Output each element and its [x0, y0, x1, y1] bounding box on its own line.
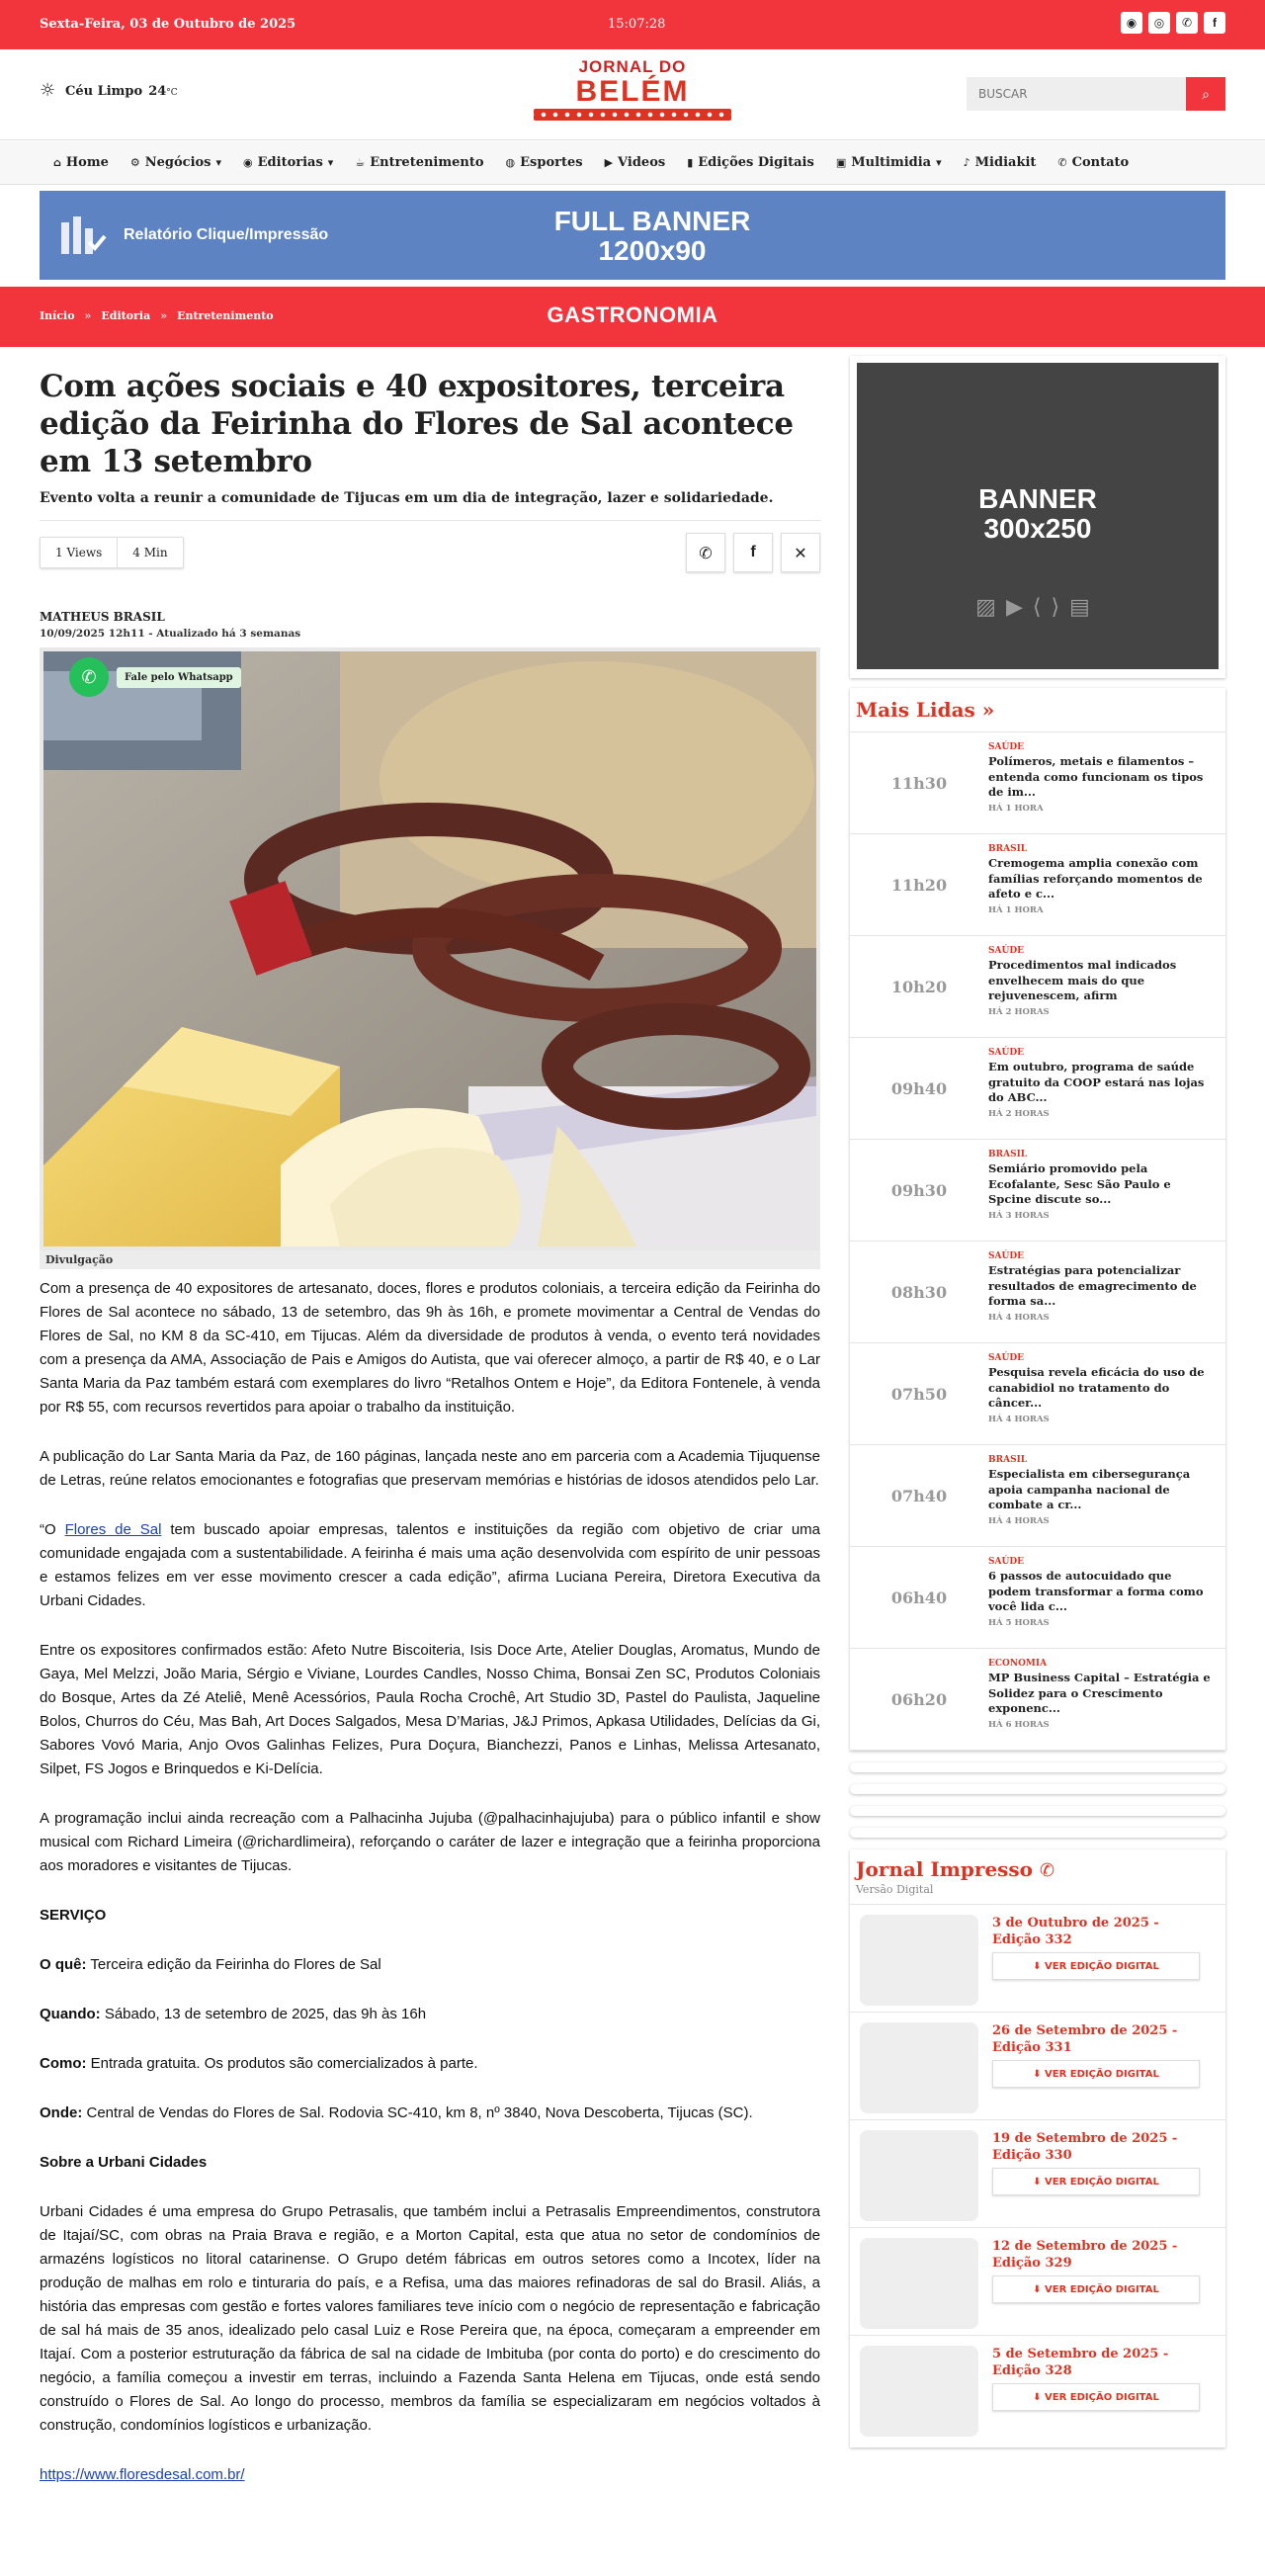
weather-widget [40, 81, 178, 101]
servico-when: Quando: Sábado, 13 de setembro de 2025, das 9h às 16h [40, 2006, 427, 2022]
whatsapp-icon[interactable]: ✆ [1176, 12, 1198, 34]
print-edition-subtitle: Versão Digital [850, 1881, 1225, 1905]
list-item[interactable]: 06h40 SAÚDE 6 passos de autocuidado que podem transformar a forma como você lida c... HÁ 5 HORAS [850, 1547, 1225, 1649]
nav-item-multimidia[interactable]: ▣ Multimidia ▾ [835, 155, 942, 170]
site-logo[interactable]: JORNAL DO BELÉM [534, 57, 731, 132]
search-form [967, 77, 1225, 111]
breadcrumb-entretenimento[interactable]: Entretenimento [177, 309, 274, 322]
edition-thumbnail[interactable] [860, 2022, 978, 2113]
banner-300x250-ad[interactable] [850, 356, 1225, 678]
rss-icon[interactable]: ◉ [1121, 12, 1142, 34]
nav-item-home[interactable]: ⌂ Home [53, 155, 109, 170]
view-edition-button[interactable]: ⬇ VER EDIÇÃO DIGITAL [992, 2060, 1200, 2088]
list-item[interactable]: 11h20 BRASIL Cremogema amplia conexão com famílias reforçando momentos de afeto e c... HÁ 1 HORA [850, 834, 1225, 936]
sidebar [850, 356, 1225, 2447]
most-read-title[interactable]: Mais Lidas » [850, 688, 1225, 732]
site-header [0, 49, 1265, 140]
empty-widget [850, 1762, 1225, 1772]
servico-where: Onde: Central de Vendas do Flores de Sal. Rodovia SC-410, km 8, nº 3840, Nova Descoberta, Tijucas (SC). [40, 2104, 753, 2121]
whatsapp-label: Fale pelo Whatsapp [117, 667, 241, 688]
nav-item-esportes[interactable]: ◍ Esportes [505, 155, 583, 170]
section-header [0, 287, 1265, 347]
list-item[interactable]: 10h20 SAÚDE Procedimentos mal indicados envelhecem mais do que rejuvenescem, afirm HÁ 2 HORAS [850, 936, 1225, 1038]
logo-film-strip [534, 109, 731, 121]
edition-thumbnail[interactable] [860, 1915, 978, 2006]
breadcrumb-inicio[interactable]: Início [40, 309, 75, 322]
report-chart-icon [59, 213, 107, 256]
paragraph: Entre os expositores confirmados estão: Afeto Nutre Biscoiteria, Isis Doce Arte, Atelier Douglas, Aromatus, Mundo de Gaya, Mel Melzzi, João Maria, Sérgio e Viviane, Lourdes Candles, Nosso Chima, Bonsai Zen SC, Produtos Coloniais do Bosque, Artes da Zé Ateliê, Menê Acessórios, Paula Rocha Crochê, Art Studio 3D, Pastel do Paulista, Jaqueline Bolos, Churros do Céu, Mas Bah, Art Doces Salgados, Mesa D’Marias, J&J Primos, Apkasa Utilidades, Delícias da Gi, Sabores Vovó Maria, Anjo Ovos Galinhas Felizes, Pura Doçura, Bianchezzi, Panos e Linhas, Melissa Artesanato, Silpet, FS Jogos e Brinquedos e Ki-Delícia. [40, 1642, 820, 1777]
facebook-icon[interactable]: f [1204, 12, 1225, 34]
share-whatsapp-icon[interactable]: ✆ [686, 533, 725, 572]
ad-size-text: BANNER 300x250 [978, 483, 1097, 544]
banner-size-text: FULL BANNER 1200x90 [553, 206, 751, 266]
nav-item-entretenimento[interactable]: ☕ Entretenimento [355, 155, 484, 170]
article-photo[interactable] [40, 647, 820, 1250]
nav-item-contato[interactable]: ✆ Contato [1057, 155, 1130, 170]
edition-item: 5 de Setembro de 2025 - Edição 328 ⬇ VER EDIÇÃO DIGITAL [850, 2336, 1225, 2444]
nav-item-midiakit[interactable]: ♪ Midiakit [963, 155, 1037, 170]
caret-down-icon: ▾ [936, 156, 942, 169]
servico-how: Como: Entrada gratuita. Os produtos são comercializados à parte. [40, 2055, 478, 2072]
instagram-icon[interactable]: ◎ [1148, 12, 1170, 34]
edition-item: 19 de Setembro de 2025 - Edição 330 ⬇ VER EDIÇÃO DIGITAL [850, 2120, 1225, 2228]
top-bar [0, 0, 1265, 49]
most-read-widget [850, 688, 1225, 1751]
download-icon: ⬇ [1033, 2068, 1046, 2080]
edition-thumbnail[interactable] [860, 2238, 978, 2329]
nav-item-negocios[interactable]: ⚙ Negócios ▾ [129, 155, 222, 170]
caret-down-icon: ▾ [327, 156, 334, 169]
view-edition-button[interactable]: ⬇ VER EDIÇÃO DIGITAL [992, 2168, 1200, 2195]
servico-what: O quê: Terceira edição da Feirinha do Flores de Sal [40, 1956, 381, 1973]
share-facebook-icon[interactable]: f [733, 533, 773, 572]
nav-item-editorias[interactable]: ◉ Editorias ▾ [243, 155, 334, 170]
read-time: 4 Min [117, 538, 182, 567]
article-body [40, 1277, 820, 2487]
list-item[interactable]: 07h40 BRASIL Especialista em cibersegurança apoia campanha nacional de combate a cr... HÁ 4 HORAS [850, 1445, 1225, 1547]
view-edition-button[interactable]: ⬇ VER EDIÇÃO DIGITAL [992, 2383, 1200, 2411]
banner-label: Relatório Clique/Impressão [124, 226, 329, 243]
full-banner-ad[interactable] [40, 191, 1225, 280]
list-item[interactable]: 07h50 SAÚDE Pesquisa revela eficácia do uso de canabidiol no tratamento do câncer... HÁ 4 HORAS [850, 1343, 1225, 1445]
download-icon: ⬇ [1033, 2176, 1046, 2188]
list-item[interactable]: 09h30 BRASIL Semiário promovido pela Ecofalante, Sesc São Paulo e Spcine discute so... HÁ 3 HORAS [850, 1140, 1225, 1242]
main-nav [0, 141, 1265, 185]
social-links [1121, 12, 1225, 34]
rss-icon: ◉ [243, 156, 253, 169]
search-icon: ⌕ [1202, 85, 1210, 102]
file-icon: ▮ [687, 156, 694, 169]
paragraph: Com a presença de 40 expositores de artesanato, doces, flores e produtos coloniais, a terceira edição da Feirinha do Flores de Sal acontece no sábado, 13 de setembro, das 9h às 16h, e promete movimentar a Central de Vendas do Flores de Sal, no KM 8 da SC-410, em Tijucas. Além da diversidade de produtos à venda, o evento terá novidades com a presença da AMA, Associação de Pais e Amigos do Autista, que vai oferecer almoço, a partir de R$ 40, e o Lar Santa Maria da Paz também estará com exemplares do livro “Retalhos Ontem e Hoje”, da Editora Fontenele, à venda por R$ 55, com recursos revertidos para apoiar o trabalho da instituição. [40, 1280, 820, 1416]
site-link[interactable]: https://www.floresdesal.com.br/ [40, 2466, 245, 2483]
food-photo-illustration [43, 651, 816, 1246]
current-time: 15:07:28 [608, 17, 666, 32]
list-item[interactable]: 06h20 ECONOMIA MP Business Capital – Estratégia e Solidez para o Crescimento exponenc... HÁ 6 HORAS [850, 1649, 1225, 1751]
views-count: 1 Views [55, 546, 103, 559]
article-headline: Com ações sociais e 40 expositores, terceira edição da Feirinha do Flores de Sal acontece em 13 setembro [40, 369, 794, 479]
chevron-right-icon: » [84, 309, 92, 322]
share-buttons [686, 533, 820, 572]
current-date: Sexta-Feira, 03 de Outubro de 2025 [40, 17, 296, 32]
play-icon: ▶ [604, 156, 614, 169]
paragraph: “O Flores de Sal tem buscado apoiar empresas, talentos e instituições da região com objetivo de criar uma comunidade engajada com a sustentabilidade. A feirinha é mais uma ação desenvolvida com espírito de unir pessoas e estamos felizes em ver esse movimento crescer a cada edição”, afirma Luciana Pereira, Diretora Executiva da Urbani Cidades. [40, 1521, 820, 1609]
empty-widget [850, 1806, 1225, 1816]
edition-item: 26 de Setembro de 2025 - Edição 331 ⬇ VER EDIÇÃO DIGITAL [850, 2013, 1225, 2120]
download-icon: ⬇ [1033, 1960, 1046, 1972]
search-input[interactable] [967, 77, 1186, 111]
article-subtitle: Evento volta a reunir a comunidade de Tijucas em um dia de integração, lazer e solidariedade. [40, 490, 820, 521]
list-item[interactable]: 09h40 SAÚDE Em outubro, programa de saúde gratuito da COOP estará nas lojas do ABC... HÁ 2 HORAS [850, 1038, 1225, 1140]
article [40, 368, 820, 2513]
section-title: GASTRONOMIA [547, 302, 718, 327]
gear-icon: ⚙ [129, 156, 140, 169]
weather-temp: 24°C [148, 83, 178, 99]
nav-item-videos[interactable]: ▶ Videos [604, 155, 666, 170]
download-icon: ⬇ [1033, 2283, 1046, 2295]
article-stats [40, 537, 184, 568]
sun-icon: ☼ [40, 80, 56, 101]
empty-widget [850, 1828, 1225, 1838]
edition-item: 3 de Outubro de 2025 - Edição 332 ⬇ VER EDIÇÃO DIGITAL [850, 1905, 1225, 2013]
search-button[interactable] [1186, 77, 1225, 111]
article-meta-row [40, 533, 820, 572]
servico-heading: SERVIÇO [40, 1907, 107, 1924]
coffee-icon: ☕ [355, 156, 366, 169]
weather-label: Céu Limpo [65, 83, 143, 99]
chevron-right-icon: » [160, 309, 168, 322]
whatsapp-icon: ✆ [69, 657, 109, 697]
phone-icon: ✆ [1057, 156, 1067, 169]
empty-widget [850, 1784, 1225, 1794]
view-edition-button[interactable]: ⬇ VER EDIÇÃO DIGITAL [992, 2275, 1200, 2303]
share-x-icon[interactable]: ✕ [781, 533, 820, 572]
about-heading: Sobre a Urbani Cidades [40, 2154, 208, 2171]
breadcrumb-editoria[interactable]: Editoria [101, 309, 151, 322]
edition-thumbnail[interactable] [860, 2130, 978, 2221]
home-icon: ⌂ [53, 156, 61, 169]
edition-item: 12 de Setembro de 2025 - Edição 329 ⬇ VER EDIÇÃO DIGITAL [850, 2228, 1225, 2336]
list-item[interactable]: 11h30 SAÚDE Polímeros, metais e filamentos – entenda como funcionam os tipos de im... HÁ 1 HORA [850, 732, 1225, 834]
paragraph: Urbani Cidades é uma empresa do Grupo Petrasalis, que também inclui a Petrasalis Empreendimentos, construtora de Itajaí/SC, com obras na Praia Brava e região, e a Morton Capital, esta que atua no setor de condomínios de armazéns logísticos no litoral catarinense. O Grupo detém fábricas em outros setores como a Incotex, líder na produção de malhas em rolo e tinturaria do país, e a Refisa, uma das maiores refinadoras de sal do Brasil. Aliás, a história das empresas com gestão e fortes valores familiares teve início com o negócio de representação e fabricação de sal há mais de 35 anos, idealizado pelo casal Luiz e Rose Pereira que, na época, começaram a empreender em Itajaí. Com a posterior estruturação da fábrica de sal na cidade de Imbituba (por conta do porto) e do crescimento do negócio, a família começou a investir em terras, incluindo a Fazenda Santa Helena em Tijucas, onde está sendo construído o Flores de Sal. Ao longo do processo, membros da família se especializaram em negócios voltados à construção, condomínios logísticos e urbanização. [40, 2203, 820, 2434]
ball-icon: ◍ [505, 156, 516, 169]
flores-de-sal-link[interactable]: Flores de Sal [64, 1521, 162, 1538]
article-dateline: 10/09/2025 12h11 - Atualizado há 3 semanas [40, 628, 301, 640]
nav-item-edicoes-digitais[interactable]: ▮ Edições Digitais [687, 155, 814, 170]
list-item[interactable]: 08h30 SAÚDE Estratégias para potencializar resultados de emagrecimento de forma sa... HÁ 4 HORAS [850, 1242, 1225, 1343]
paragraph: A publicação do Lar Santa Maria da Paz, de 160 páginas, lançada neste ano em parceria com a Academia Tijuquense de Letras, reúne relatos emocionantes e fotografias que preservam memórias e histórias de idosos atendidos pelo Lar. [40, 1448, 820, 1489]
phone-icon: ✆ [1040, 1860, 1055, 1881]
bell-icon: ♪ [963, 156, 970, 169]
media-icons: ▨▶⟨⟩▤ [975, 595, 1100, 620]
edition-thumbnail[interactable] [860, 2346, 978, 2437]
site-link-paragraph [40, 2463, 820, 2487]
paragraph: A programação inclui ainda recreação com a Palhacinha Jujuba (@palhacinhajujuba) para o público infantil e show musical com Richard Limeira (@richardlimeira), reforçando o caráter de lazer e integração que a feirinha proporciona aos moradores e visitantes de Tijucas. [40, 1810, 820, 1874]
view-edition-button[interactable]: ⬇ VER EDIÇÃO DIGITAL [992, 1952, 1200, 1980]
download-icon: ⬇ [1033, 2391, 1046, 2403]
photo-caption: Divulgação [40, 1250, 820, 1269]
print-edition-title: Jornal Impresso ✆ [856, 1857, 1055, 1881]
caret-down-icon: ▾ [215, 156, 222, 169]
whatsapp-contact[interactable] [69, 657, 241, 697]
article-author[interactable]: MATHEUS BRASIL [40, 610, 165, 624]
camera-icon: ▣ [835, 156, 847, 169]
print-edition-widget [850, 1849, 1225, 2447]
